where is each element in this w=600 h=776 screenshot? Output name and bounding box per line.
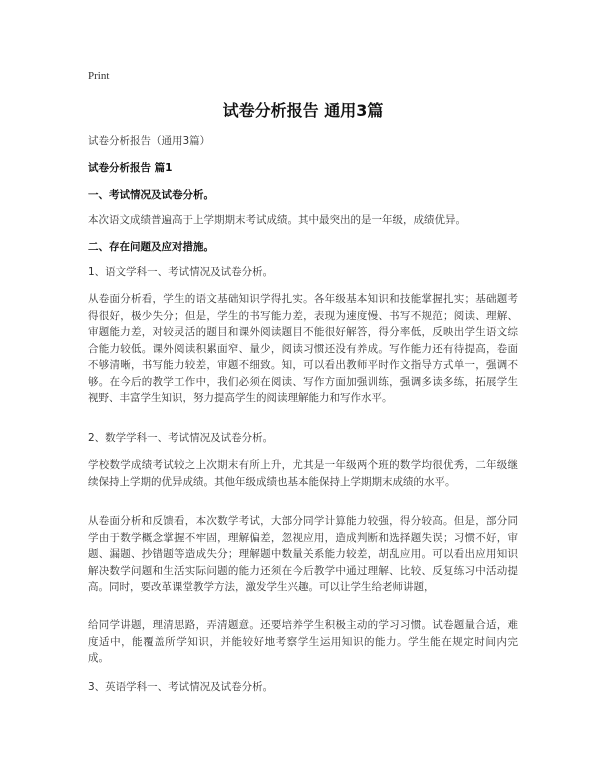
print-label: Print xyxy=(88,70,110,82)
sub1-paragraph: 从卷面分析看，学生的语文基础知识学得扎实。各年级基本知识和技能掌握扎实；基础题考得很好，极少失分；但是，学生的书写能力差，表现为速度慢、书写不规范；阅读、理解、审题能力差，对较灵活的题目和课外阅读题目不能很好解答，得分率低，反映出学生语文综合能力较低。课外阅读积累面窄、量少，阅读习惯还没有养成。写作能力还有待提高，卷面不够清晰，书写能力较差，审题不细致。知，可以看出教师平时作文指导方式单一，强调不够。在今后的教学工作中，我们必须在阅读、写作方面加强训练，强调多读多练，拓展学生视野、丰富学生知识，努力提高学生的阅读理解能力和写作水平。 xyxy=(88,293,518,404)
document-subtitle: 试卷分析报告（通用3篇） xyxy=(88,135,211,147)
sub2-heading: 2、数学学科一、考试情况及试卷分析。 xyxy=(88,432,274,444)
sub2-paragraph-1: 学校数学成绩考试较之上次期末有所上升，尤其是一年级两个班的数学均很优秀，二年级继续保持上学期的优异成绩。其他年级成绩也基本能保持上学期期末成绩的水平。 xyxy=(88,459,518,488)
sub1-heading: 1、语文学科一、考试情况及试卷分析。 xyxy=(88,266,274,278)
document-title: 试卷分析报告 通用3篇 xyxy=(222,101,384,120)
section2-heading: 二、存在问题及应对措施。 xyxy=(88,241,214,253)
sub2-paragraph-2: 从卷面分析和反馈看，本次数学考试，大部分同学计算能力较强，得分较高。但是，部分同学由于数学概念掌握不牢固，理解偏差，忽视应用，造成判断和选择题失误；习惯不好，审题、漏题、抄错题等造成失分；理解题中数量关系能力较差，胡乱应用。可以看出应用知识解决数学问题和生活实际问题的能力还须在今后教学中通过理解、比较、反复练习中活动提高。同时，要改革课堂教学方法，激发学生兴趣。可以让学生给老师讲题， xyxy=(88,515,518,593)
section1-paragraph: 本次语文成绩普遍高于上学期期末考试成绩。其中最突出的是一年级，成绩优异。 xyxy=(88,214,466,226)
sub3-heading: 3、英语学科一、考试情况及试卷分析。 xyxy=(88,681,274,693)
part-heading: 试卷分析报告 篇1 xyxy=(88,162,173,174)
section1-heading: 一、考试情况及试卷分析。 xyxy=(88,189,214,201)
sub2-paragraph-3: 给同学讲题，理清思路，弄清题意。还要培养学生积极主动的学习习惯。试卷题量合适，难度适中，能覆盖所学知识，并能较好地考察学生运用知识的能力。学生能在规定时间内完成。 xyxy=(88,619,518,664)
